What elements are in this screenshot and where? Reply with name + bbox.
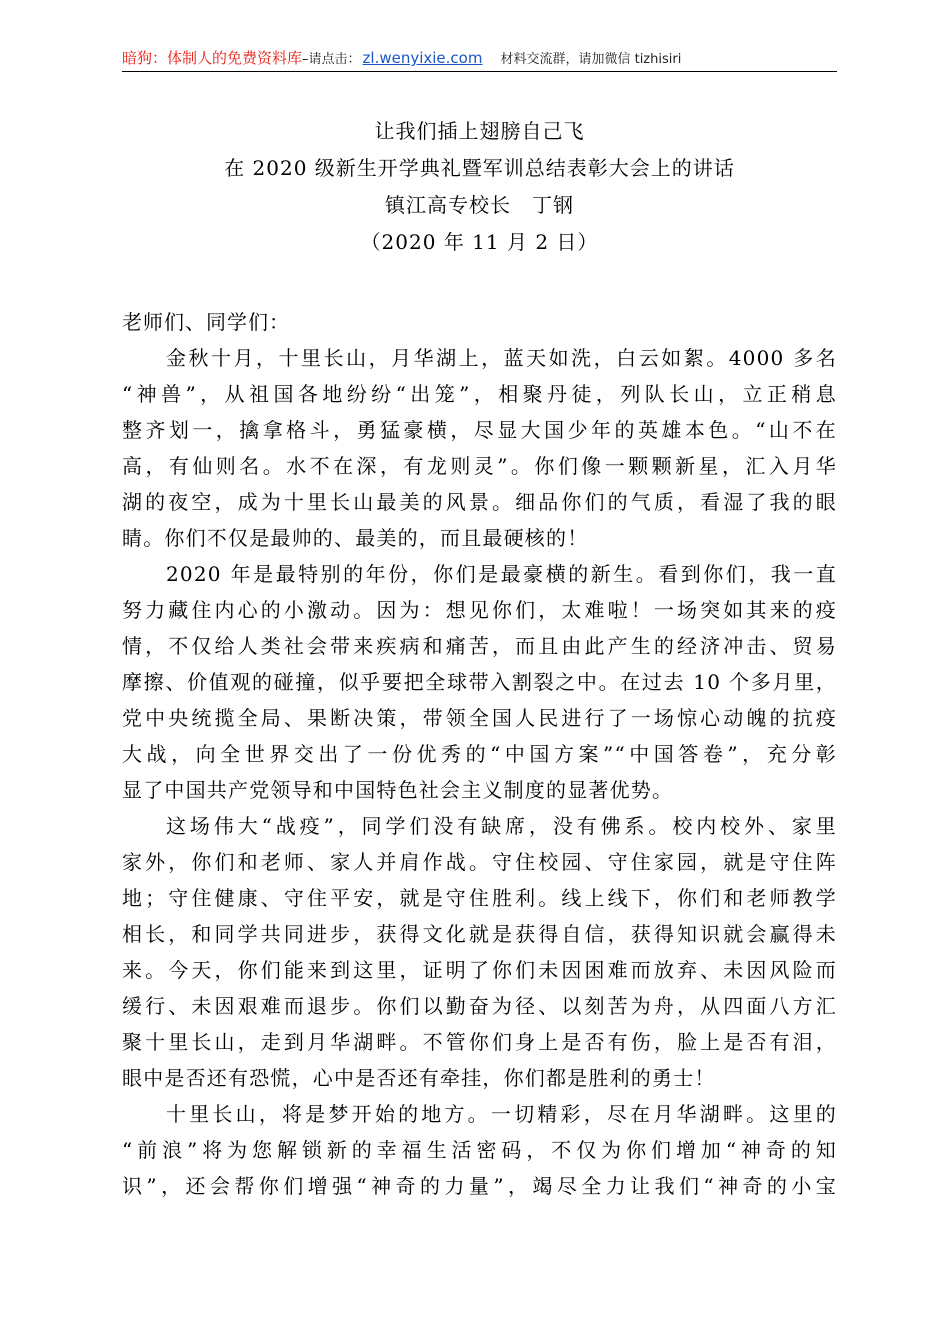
text-line: 识”，还会帮你们增强“神奇的力量”，竭尽全力让我们“神奇的小宝 [122,1174,837,1198]
text-line: 显了中国共产党领导和中国特色社会主义制度的显著优势。 [122,778,674,802]
header-divider [122,71,837,72]
text-line: 2020 年是最特别的年份，你们是最豪横的新生。看到你们，我一直 [166,562,837,586]
text-line: 大战，向全世界交出了一份优秀的“中国方案”“中国答卷”，充分彰 [122,742,837,766]
text-line: 地；守住健康、守住平安，就是守住胜利。线上线下，你们和老师教学 [122,886,837,910]
text-line: 湖的夜空，成为十里长山最美的风景。细品你们的气质，看湿了我的眼 [122,490,837,514]
header-note: 材料交流群，请加微信 tizhisiri [500,52,682,67]
text-line: 金秋十月，十里长山，月华湖上，蓝天如洗，白云如絮。4000 多名 [166,346,837,370]
speech-author: 镇江高专校长 丁钢 [385,193,574,217]
text-line: 缓行、未因艰难而退步。你们以勤奋为径、以刻苦为舟，从四面八方汇 [122,994,837,1018]
header-prompt: –请点击： [302,52,361,67]
text-line: 高，有仙则名。水不在深，有龙则灵”。你们像一颗颗新星，汇入月华 [122,454,837,478]
paragraph [122,340,837,556]
text-line: “前浪”将为您解锁新的幸福生活密码，不仅为你们增加“神奇的知 [122,1138,837,1162]
speech-date: （2020 年 11 月 2 日） [360,230,599,254]
salutation: 老师们、同学们： [122,310,290,334]
text-line: 摩擦、价值观的碰撞，似乎要把全球带入割裂之中。在过去 10 个多月里， [122,670,837,694]
text-line: 相长，和同学共同进步，获得文化就是获得自信，获得知识就会赢得未 [122,922,837,946]
text-line: 党中央统揽全局、果断决策，带领全国人民进行了一场惊心动魄的抗疫 [122,706,837,730]
speech-body [122,304,837,1204]
paragraph [122,556,837,808]
text-line: 情，不仅给人类社会带来疾病和痛苦，而且由此产生的经济冲击、贸易 [122,634,837,658]
paragraph [122,808,837,1096]
text-line: 家外，你们和老师、家人并肩作战。守住校园、守住家园，就是守住阵 [122,850,837,874]
header-link[interactable]: zl.wenyixie.com [362,49,483,67]
title-block [122,113,837,261]
speech-occasion: 在 2020 级新生开学典礼暨军训总结表彰大会上的讲话 [224,156,735,180]
text-line: 睛。你们不仅是最帅的、最美的，而且最硬核的！ [122,526,589,550]
header-brand: 暗狗：体制人的免费资料库 [122,49,303,67]
text-line: 眼中是否还有恐慌，心中是否还有牵挂，你们都是胜利的勇士！ [122,1066,716,1090]
header-banner [122,46,837,70]
text-line: 努力藏住内心的小激动。因为：想见你们，太难啦！一场突如其来的疫 [122,598,837,622]
text-line: “神兽”，从祖国各地纷纷“出笼”，相聚丹徒，列队长山，立正稍息 [122,382,837,406]
text-line: 聚十里长山，走到月华湖畔。不管你们身上是否有伤，脸上是否有泪， [122,1030,837,1054]
speech-title: 让我们插上翅膀自己飞 [374,119,585,143]
paragraph [122,1096,837,1204]
text-line: 来。今天，你们能来到这里，证明了你们未因困难而放弃、未因风险而 [122,958,837,982]
text-line: 这场伟大“战疫”，同学们没有缺席，没有佛系。校内校外、家里 [166,814,837,838]
text-line: 十里长山，将是梦开始的地方。一切精彩，尽在月华湖畔。这里的 [166,1102,837,1126]
text-line: 整齐划一，擒拿格斗，勇猛豪横，尽显大国少年的英雄本色。“山不在 [122,418,837,442]
